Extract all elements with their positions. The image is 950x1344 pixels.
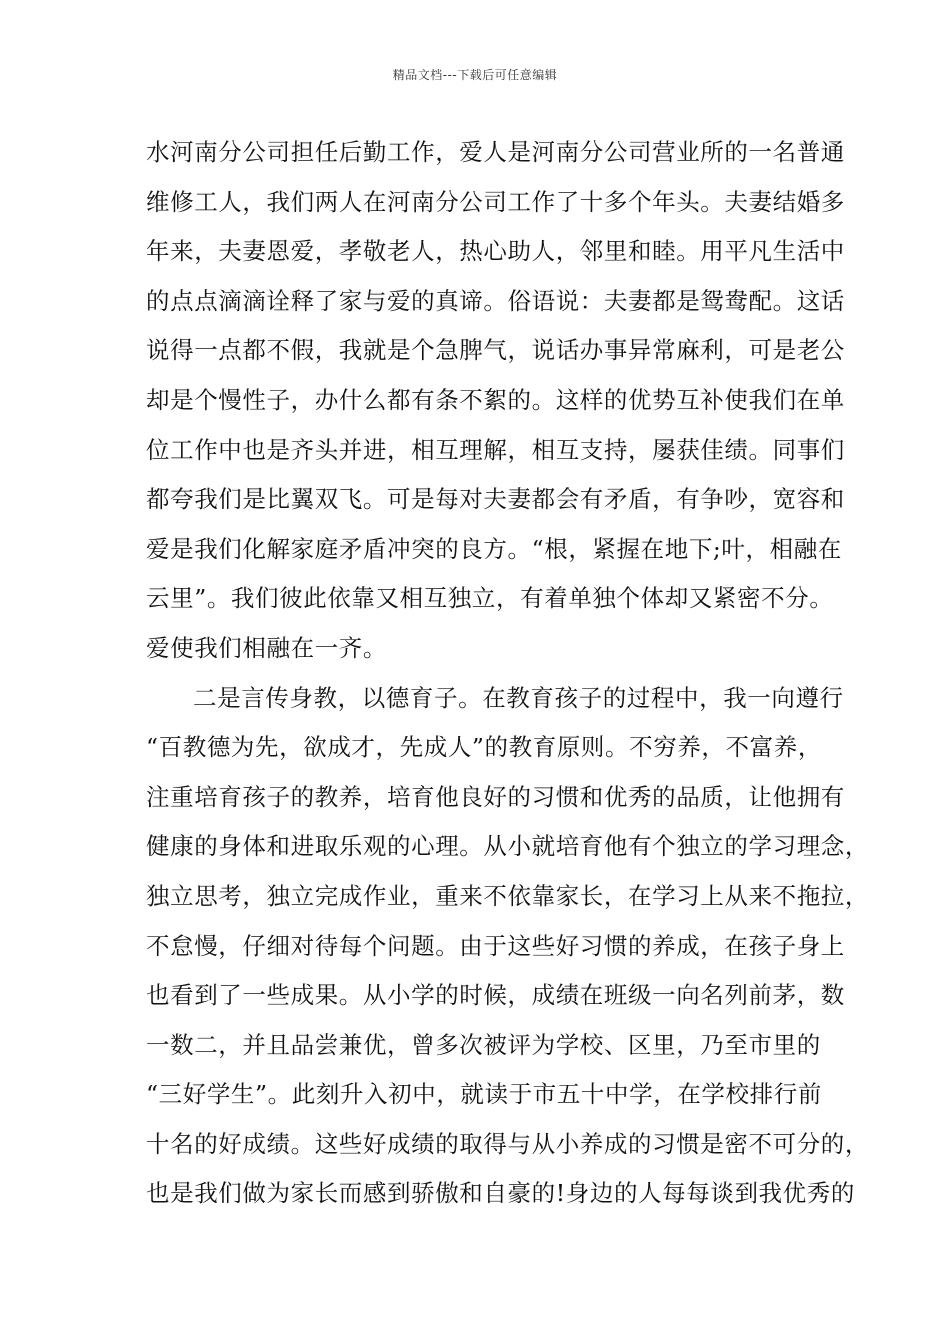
- text-line: 健康的身体和进取乐观的心理。从小就培育他有个独立的学习理念，: [146, 832, 869, 861]
- text-line: 独立思考，独立完成作业，重来不依靠家长，在学习上从来不拖拉，: [146, 881, 869, 910]
- text-line: 爱是我们化解家庭矛盾冲突的良方。“根，紧握在地下;叶，相融在: [146, 534, 842, 563]
- document-body: [146, 128, 869, 1219]
- text-line: 十名的好成绩。这些好成绩的取得与从小养成的习惯是密不可分的，: [146, 1129, 869, 1158]
- text-line: 说得一点都不假，我就是个急脾气，说话办事异常麻利，可是老公: [146, 336, 845, 365]
- text-line: “百教德为先，欲成才，先成人”的教育原则。不穷养，不富养，: [146, 733, 822, 762]
- text-line: 位工作中也是齐头并进，相互理解，相互支持，屡获佳绩。同事们: [146, 435, 845, 464]
- text-line: 维修工人，我们两人在河南分公司工作了十多个年头。夫妻结婚多: [146, 187, 845, 216]
- text-line: 不怠慢，仔细对待每个问题。由于这些好习惯的养成，在孩子身上: [146, 931, 845, 960]
- paragraph-2: [146, 674, 869, 1220]
- text-line: 年来，夫妻恩爱，孝敬老人，热心助人，邻里和睦。用平凡生活中: [146, 237, 845, 266]
- text-line: 注重培育孩子的教养，培育他良好的习惯和优秀的品质，让他拥有: [146, 782, 845, 811]
- text-line: “三好学生”。此刻升入初中，就读于市五十中学，在学校排行前: [146, 1080, 822, 1109]
- text-line: 也看到了一些成果。从小学的时候，成绩在班级一向名列前茅，数: [146, 981, 845, 1010]
- text-line: 的点点滴滴诠释了家与爱的真谛。俗语说：夫妻都是鸳鸯配。这话: [146, 286, 845, 315]
- text-line: 都夸我们是比翼双飞。可是每对夫妻都会有矛盾，有争吵，宽容和: [146, 485, 845, 514]
- text-line: 二是言传身教，以德育子。在教育孩子的过程中，我一向遵行: [193, 683, 844, 712]
- paragraph-1: [146, 128, 845, 674]
- text-line: 也是我们做为家长而感到骄傲和自豪的!身边的人每每谈到我优秀的: [146, 1179, 855, 1208]
- text-line: 水河南分公司担任后勤工作，爱人是河南分公司营业所的一名普通: [146, 138, 845, 166]
- text-line: 一数二，并且品尝兼优，曾多次被评为学校、区里，乃至市里的: [146, 1030, 821, 1059]
- text-line: 爱使我们相融在一齐。: [146, 633, 387, 662]
- page-header: 精品文档---下载后可任意编辑: [392, 68, 558, 82]
- text-line: 云里”。我们彼此依靠又相互独立，有着单独个体却又紧密不分。: [146, 584, 834, 613]
- text-line: 却是个慢性子，办什么都有条不絮的。这样的优势互补使我们在单: [146, 385, 845, 414]
